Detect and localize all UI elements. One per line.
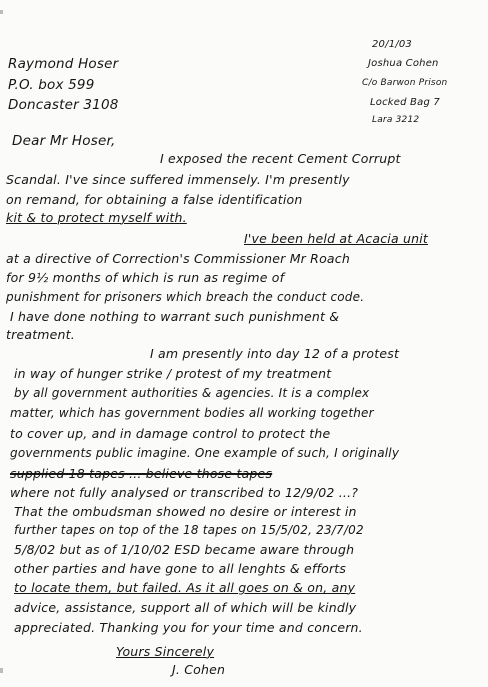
body-line: That the ombudsman showed no desire or interest in: [14, 504, 357, 519]
body-line: other parties and have gone to all lenghts & efforts: [14, 561, 347, 576]
body-line: punishment for prisoners which breach the conduct code.: [6, 290, 365, 304]
sender-line: Joshua Cohen: [368, 58, 439, 69]
body-line: in way of hunger strike / protest of my treatment: [14, 366, 332, 381]
body-line: I exposed the recent Cement Corrupt: [160, 151, 401, 166]
body-line: kit & to protect myself with.: [6, 210, 187, 225]
closing: Yours Sincerely: [116, 644, 215, 659]
salutation: Dear Mr Hoser,: [12, 133, 116, 149]
body-line: advice, assistance, support all of which will be kindly: [14, 600, 357, 615]
recipient-line: P.O. box 599: [8, 77, 95, 93]
scan-edge-mark: [0, 10, 3, 14]
body-line: to cover up, and in damage control to protect the: [10, 426, 331, 441]
body-line: on remand, for obtaining a false identification: [6, 192, 303, 207]
body-line: by all government authorities & agencies. It is a complex: [14, 386, 370, 400]
sender-line: C/o Barwon Prison: [362, 78, 448, 88]
body-line: governments public imagine. One example of such, I originally: [10, 446, 400, 460]
sender-line: Locked Bag 7: [370, 97, 440, 108]
body-line: where not fully analysed or transcribed to 12/9/02 ...?: [10, 485, 359, 500]
body-line: at a directive of Correction's Commissioner Mr Roach: [6, 251, 350, 266]
signature: J. Cohen: [172, 662, 226, 677]
body-line: treatment.: [6, 327, 75, 342]
body-line: supplied 18 tapes ... believe those tapes: [10, 466, 273, 481]
body-line: appreciated. Thanking you for your time and concern.: [14, 620, 363, 635]
body-line: Scandal. I've since suffered immensely. I'm presently: [6, 172, 350, 187]
body-line: I have done nothing to warrant such punishment &: [10, 309, 340, 324]
body-line: matter, which has government bodies all working together: [10, 406, 374, 420]
body-line: to locate them, but failed. As it all goes on & on, any: [14, 580, 356, 595]
scan-edge-mark: [0, 668, 3, 673]
recipient-line: Doncaster 3108: [8, 97, 119, 113]
recipient-line: Raymond Hoser: [8, 56, 119, 72]
body-line: 5/8/02 but as of 1/10/02 ESD became aware through: [14, 542, 355, 557]
sender-line: Lara 3212: [372, 115, 420, 125]
letter-date: 20/1/03: [372, 39, 412, 50]
body-line: for 9½ months of which is run as regime of: [6, 270, 285, 285]
body-line: further tapes on top of the 18 tapes on 15/5/02, 23/7/02: [14, 523, 364, 537]
body-line: I am presently into day 12 of a protest: [150, 346, 400, 361]
body-line: I've been held at Acacia unit: [244, 231, 429, 246]
